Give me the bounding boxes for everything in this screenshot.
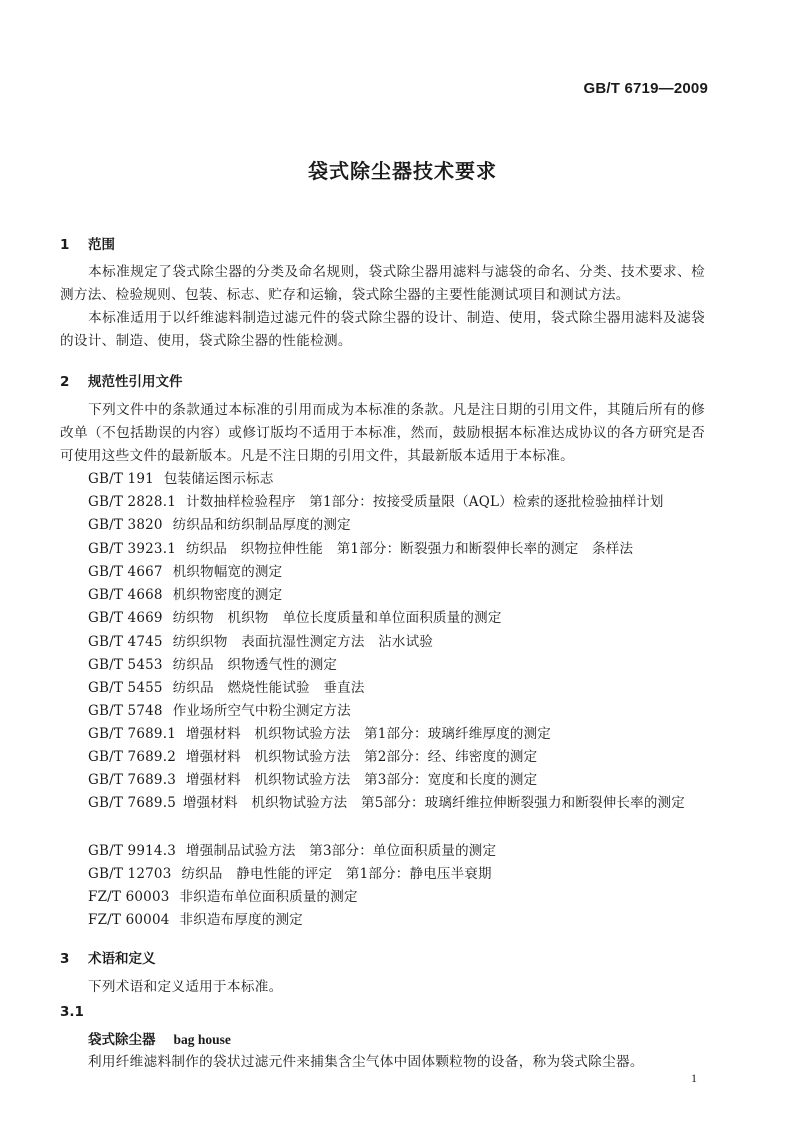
reference-title: 纺织品 静电性能的评定 第1部分：静电压半衰期 (181, 866, 492, 882)
term-number: 3.1 (60, 1004, 84, 1020)
reference-item (88, 769, 537, 791)
reference-item (88, 746, 537, 768)
reference-title: 增强材料 机织物试验方法 第5部分：玻璃纤维拉伸断裂强力和断裂伸长率的测定 (182, 795, 685, 811)
reference-code: GB/T 7689.2 (88, 749, 176, 765)
reference-code: GB/T 191 (88, 471, 154, 487)
reference-title: 作业场所空气中粉尘测定方法 (172, 703, 351, 719)
section-title: 范围 (88, 237, 115, 253)
paragraph-text: 本标准适用于以纤维滤料制造过滤元件的袋式除尘器的设计、制造、使用，袋式除尘器用滤料及滤袋的设计、制造、使用，袋式除尘器的性能检测。 (60, 310, 705, 349)
section-number: 1 (60, 237, 70, 253)
reference-item (88, 677, 365, 699)
scope-paragraph-2 (60, 307, 705, 353)
terms-intro-paragraph (60, 976, 705, 999)
reference-title: 机织物密度的测定 (172, 587, 283, 603)
paragraph-text: 下列术语和定义适用于本标准。 (88, 979, 283, 995)
reference-item (88, 514, 351, 536)
paragraph-text: 本标准规定了袋式除尘器的分类及命名规则，袋式除尘器用滤料与滤袋的命名、分类、技术要求、检测方法、检验规则、包装、标志、贮存和运输，袋式除尘器的主要性能测试项目和测试方法。 (60, 264, 705, 303)
reference-code: FZ/T 60003 (88, 889, 170, 905)
section-number: 2 (60, 374, 70, 390)
reference-item (88, 700, 351, 722)
reference-item (88, 909, 303, 931)
reference-title: 纺织织物 表面抗湿性测定方法 沾水试验 (172, 634, 434, 650)
reference-title: 非织造布单位面积质量的测定 (179, 889, 358, 905)
section-title: 术语和定义 (88, 951, 156, 967)
term-definition: 利用纤维滤料制作的袋状过滤元件来捕集含尘气体中固体颗粒物的设备，称为袋式除尘器。 (88, 1054, 644, 1070)
reference-code: GB/T 3820 (88, 517, 163, 533)
references-intro-paragraph (60, 399, 705, 468)
reference-item (88, 607, 502, 629)
reference-title: 包装储运图示标志 (163, 471, 274, 487)
paragraph-text: 下列文件中的条款通过本标准的引用而成为本标准的条款。凡是注日期的引用文件，其随后所有的修改单（不包括勘误的内容）或修订版均不适用于本标准，然而，鼓励根据本标准达成协议的各方研究是否可使用这些文件的最新版本。凡是不注日期的引用文件，其最新版本适用于本标准。 (60, 402, 705, 464)
reference-title: 机织物幅宽的测定 (172, 564, 283, 580)
reference-item-wrapped (60, 792, 705, 816)
reference-title: 增强材料 机织物试验方法 第2部分：经、纬密度的测定 (186, 749, 538, 765)
term-name (88, 1028, 231, 1048)
reference-code: GB/T 12703 (88, 866, 172, 882)
reference-title: 增强材料 机织物试验方法 第1部分：玻璃纤维厚度的测定 (186, 726, 551, 742)
reference-title: 纺织品 织物拉伸性能 第1部分：断裂强力和断裂伸长率的测定 条样法 (186, 541, 634, 557)
standard-code: GB/T 6719—2009 (583, 80, 708, 97)
reference-code: GB/T 2828.1 (88, 494, 176, 510)
term-name-cn: 袋式除尘器 (88, 1032, 156, 1048)
reference-code: GB/T 5455 (88, 680, 163, 696)
document-title: 袋式除尘器技术要求 (308, 159, 497, 183)
reference-item (88, 840, 496, 862)
reference-item (88, 561, 282, 583)
page-number: 1 (691, 1071, 697, 1085)
reference-title: 纺织物 机织物 单位长度质量和单位面积质量的测定 (172, 610, 502, 626)
reference-item (88, 631, 433, 653)
reference-item (88, 886, 358, 908)
reference-code: GB/T 5748 (88, 703, 163, 719)
section-3-heading (60, 947, 156, 967)
reference-item (88, 538, 633, 560)
section-number: 3 (60, 951, 70, 967)
reference-item (88, 863, 492, 885)
reference-code: GB/T 9914.3 (88, 843, 176, 859)
reference-code: GB/T 4668 (88, 587, 163, 603)
reference-title: 增强制品试验方法 第3部分：单位面积质量的测定 (186, 843, 497, 859)
reference-title: 纺织品 织物透气性的测定 (172, 657, 338, 673)
scope-paragraph-1 (60, 261, 705, 307)
reference-code: GB/T 4669 (88, 610, 163, 626)
section-title: 规范性引用文件 (88, 374, 183, 390)
reference-title: 非织造布厚度的测定 (179, 912, 303, 928)
reference-item (88, 468, 274, 490)
reference-item (88, 654, 337, 676)
reference-title: 纺织品 燃烧性能试验 垂直法 (172, 680, 365, 696)
reference-code: GB/T 3923.1 (88, 541, 176, 557)
reference-code: FZ/T 60004 (88, 912, 170, 928)
term-name-en: bag house (173, 1032, 231, 1047)
reference-code: GB/T 7689.5 (88, 795, 176, 811)
reference-code: GB/T 5453 (88, 657, 163, 673)
reference-code: GB/T 4745 (88, 634, 163, 650)
reference-item (88, 723, 551, 745)
reference-code: GB/T 7689.1 (88, 726, 176, 742)
reference-title: 纺织品和纺织制品厚度的测定 (172, 517, 351, 533)
section-1-heading (60, 233, 115, 253)
reference-item (88, 491, 664, 513)
reference-item (88, 584, 282, 606)
reference-title: 计数抽样检验程序 第1部分：按接受质量限（AQL）检索的逐批检验抽样计划 (186, 494, 664, 510)
section-2-heading (60, 370, 183, 390)
reference-title: 增强材料 机织物试验方法 第3部分：宽度和长度的测定 (186, 772, 538, 788)
reference-code: GB/T 4667 (88, 564, 163, 580)
reference-code: GB/T 7689.3 (88, 772, 176, 788)
